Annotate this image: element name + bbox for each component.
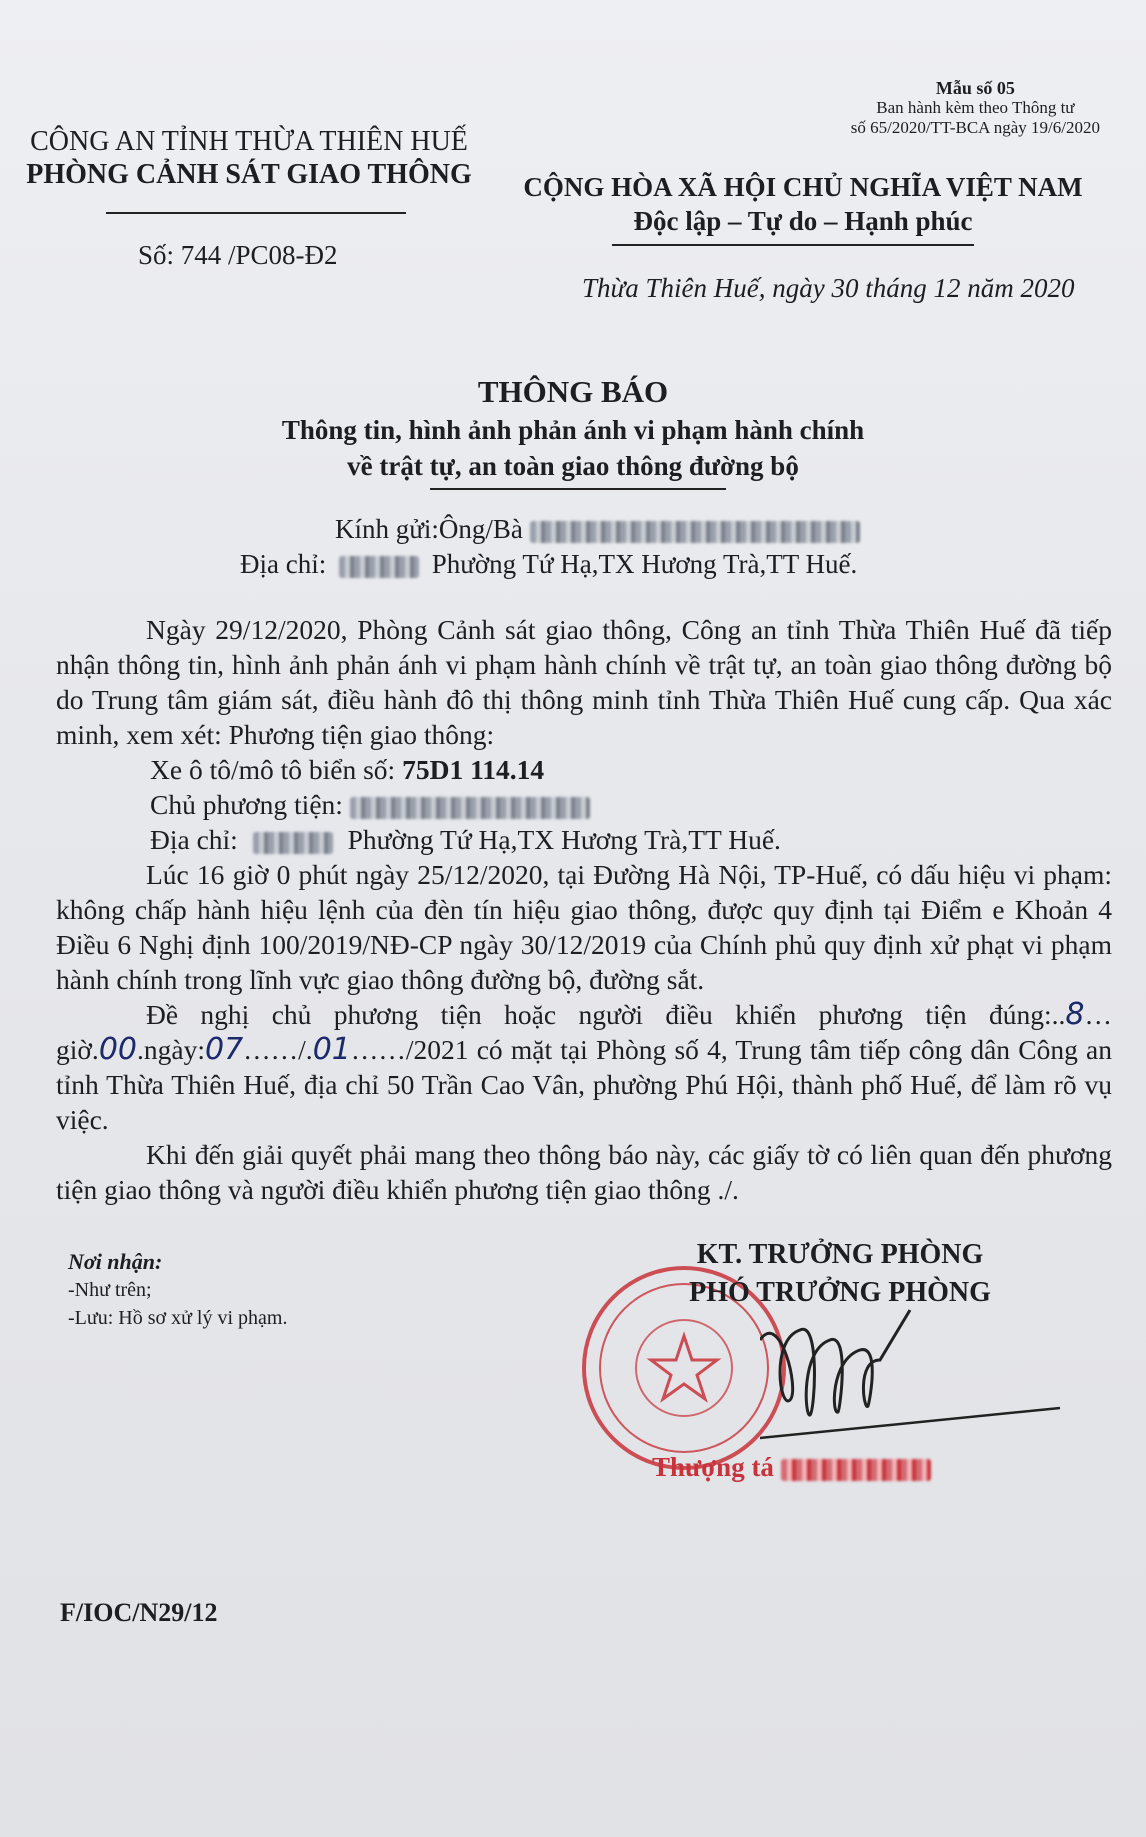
document-title <box>0 372 1146 484</box>
redacted-signer-name <box>781 1459 931 1481</box>
appointment-text-c: .ngày: <box>137 1034 205 1065</box>
form-note <box>851 78 1100 138</box>
document-number: Số: 744 /PC08-Đ2 <box>138 240 338 270</box>
redacted-address <box>339 556 419 578</box>
title-sub2: về trật tự, an toàn giao thông đường bộ <box>347 451 799 481</box>
nation-motto: Độc lập – Tự do – Hạnh phúc <box>633 206 973 236</box>
agency-line1: CÔNG AN TỈNH THỪA THIÊN HUẾ <box>30 126 468 157</box>
form-issued-by: Ban hành kèm theo Thông tư <box>876 98 1075 117</box>
reference-code: F/IOC/N29/12 <box>60 1598 218 1627</box>
recipient-label: Kính gửi:Ông/Bà <box>335 514 523 544</box>
issuing-agency <box>14 126 484 192</box>
body-paragraph-4: Khi đến giải quyết phải mang theo thông báo này, các giấy tờ có liên quan đến phương tiện giao thông và người điều khiển phương tiện giao thông ./. <box>56 1139 1112 1205</box>
receivers-heading: Nơi nhận: <box>68 1249 163 1274</box>
signer-rank <box>652 1452 931 1483</box>
receiver-item-1: -Như trên; <box>68 1279 152 1301</box>
owner-line <box>56 787 1112 822</box>
body-paragraph-1: Ngày 29/12/2020, Phòng Cảnh sát giao thông, Công an tỉnh Thừa Thiên Huế đã tiếp nhận thông tin, hình ảnh phản ánh vi phạm hành chính về trật tự, an toàn giao thông đường bộ do Trung tâm giám sát, điều hành đô thị thông minh tỉnh Thừa Thiên Huế cung cấp. Qua xác minh, xem xét: Phương tiện giao thông: <box>56 614 1112 750</box>
owner-label: Chủ phương tiện: <box>150 789 343 820</box>
redacted-owner-address <box>253 832 333 854</box>
receiver-item-2: -Lưu: Hồ sơ xử lý vi phạm. <box>68 1307 288 1329</box>
appointment-month: 01 <box>312 1032 351 1067</box>
redacted-owner <box>350 797 590 819</box>
signature-title-1: KT. TRƯỞNG PHÒNG <box>696 1239 984 1270</box>
dateline: Thừa Thiên Huế, ngày 30 tháng 12 năm 2020 <box>582 273 1075 303</box>
national-header <box>508 170 1098 238</box>
appointment-hour: 8 <box>1065 997 1085 1032</box>
body-paragraph-3: Đề nghị chủ phương tiện hoặc người điều khiển phương tiện đúng:..8… giờ.00.ngày:07……/.01……/2021 có mặt tại Phòng số 4, Trung tâm tiếp công dân Công an tỉnh Thừa Thiên Huế, địa chỉ 50 Trần Cao Vân, phường Phú Hội, thành phố Huế, để làm rõ vụ việc. <box>56 997 1112 1135</box>
nation-line1: CỘNG HÒA XÃ HỘI CHỦ NGHĨA VIỆT NAM <box>523 172 1083 202</box>
appointment-text-d: /2021 có mặt tại Phòng số 4, Trung tâm tiếp công dân Công an tỉnh Thừa Thiên Huế, địa chỉ 50 Trần Cao Vân, phường Phú Hội, thành phố Huế, để làm rõ vụ việc. <box>56 1034 1112 1135</box>
recipient-address-line <box>240 547 860 582</box>
appointment-text-a: Đề nghị chủ phương tiện hoặc người điều khiển phương tiện đúng: <box>146 999 1052 1030</box>
owner-address-line <box>56 822 1112 857</box>
owner-address-value: Phường Tứ Hạ,TX Hương Trà,TT Huế. <box>347 824 781 855</box>
recipient-line <box>240 512 860 547</box>
recipient-address-label: Địa chỉ: <box>240 549 327 579</box>
form-number: Mẫu số 05 <box>935 78 1015 98</box>
owner-address-label: Địa chỉ: <box>150 824 238 855</box>
redacted-name <box>530 521 860 543</box>
appointment-text-b: giờ. <box>56 1034 99 1065</box>
appointment-day: 07 <box>204 1032 244 1067</box>
notice-body <box>56 612 1112 1207</box>
plate-value: 75D1 114.14 <box>402 754 545 785</box>
form-circular: số 65/2020/TT-BCA ngày 19/6/2020 <box>850 118 1100 137</box>
motto-underline <box>612 244 974 246</box>
appointment-minute: 00 <box>98 1032 137 1067</box>
agency-underline <box>106 212 406 214</box>
recipient-address-value: Phường Tứ Hạ,TX Hương Trà,TT Huế. <box>431 549 858 579</box>
signature-title-2: PHÓ TRƯỞNG PHÒNG <box>689 1277 991 1308</box>
plate-label: Xe ô tô/mô tô biển số: <box>150 754 403 785</box>
agency-line2: PHÒNG CẢNH SÁT GIAO THÔNG <box>26 159 472 190</box>
title-main: THÔNG BÁO <box>477 374 669 409</box>
signer-rank-text: Thượng tá <box>652 1452 774 1482</box>
body-paragraph-2: Lúc 16 giờ 0 phút ngày 25/12/2020, tại Đường Hà Nội, TP-Huế, có dấu hiệu vi phạm: không chấp hành hiệu lệnh của đèn tín hiệu giao thông, được quy định tại Điểm e Khoản 4 Điều 6 Nghị định 100/2019/NĐ-CP ngày 30/12/2019 của Chính phủ quy định xử phạt vi phạm hành chính trong lĩnh vực giao thông đường bộ, đường sắt. <box>56 859 1112 995</box>
receivers-block <box>68 1248 287 1332</box>
recipient-block <box>240 512 860 582</box>
title-sub1: Thông tin, hình ảnh phản ánh vi phạm hành chính <box>281 415 865 445</box>
plate-line <box>56 752 1112 787</box>
handwritten-signature-icon <box>760 1300 1080 1440</box>
title-underline <box>430 488 726 490</box>
